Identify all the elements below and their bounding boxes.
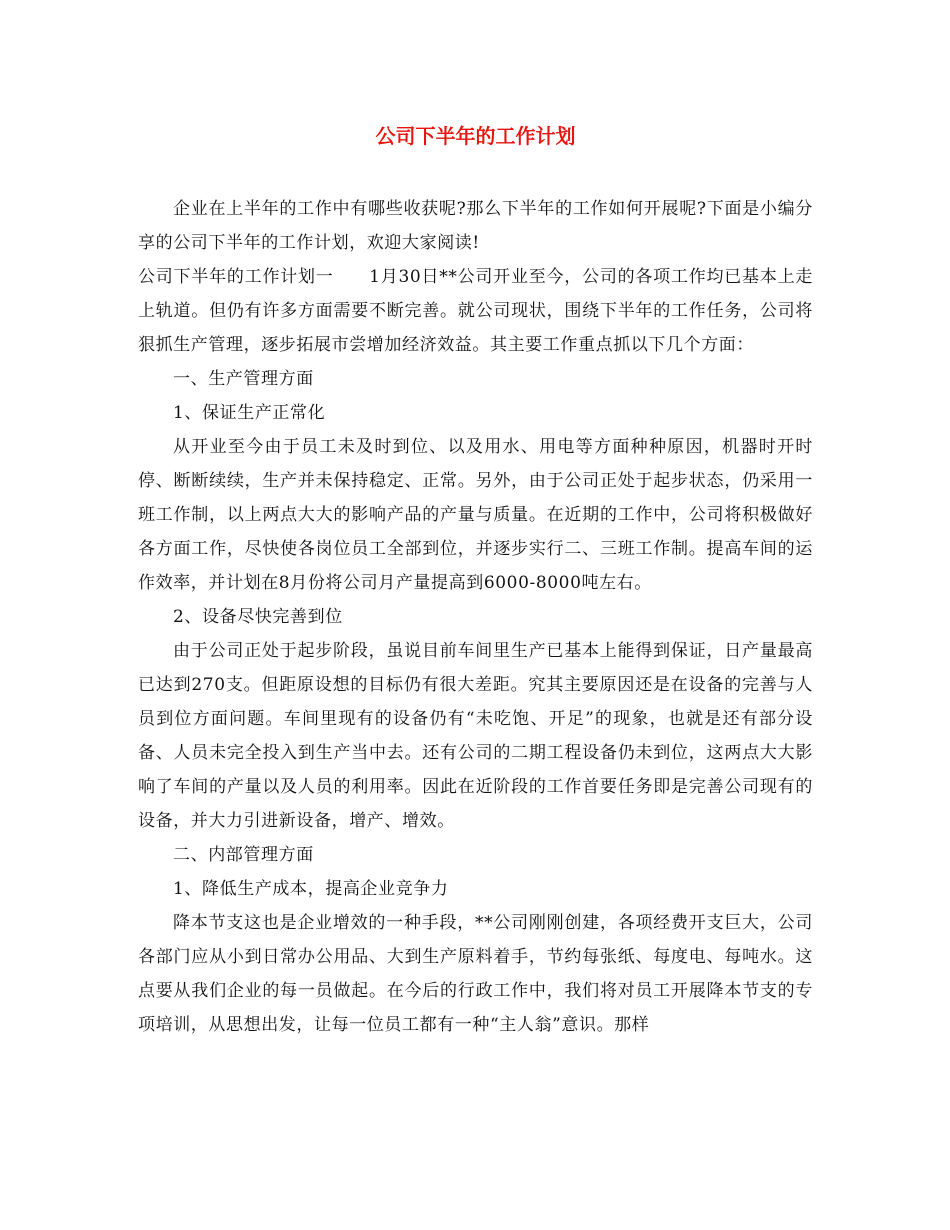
section-heading-internal: 二、内部管理方面 — [173, 845, 314, 865]
paragraph-reduce-cost: 降本节支这也是企业增效的一种手段，**公司刚刚创建，各项经费开支巨大，公司各部门应从小到日常办公用品、大到生产原料着手，节约每张纸、每度电、每吨水。这点要从我们企业的每一员做起。在今后的行政工作中，我们将对员工开展降本节支的专项培训，从思想出发，让每一位员工都有一种“主人翁”意识。那样 — [138, 913, 813, 1035]
subheading-normal-production: 1、保证生产正常化 — [173, 403, 326, 423]
paragraph-equipment: 由于公司正处于起步阶段，虽说目前车间里生产已基本上能得到保证，日产量最高已达到270支。但距原设想的目标仍有很大差距。究其主要原因还是在设备的完善与人员到位方面问题。车间里现有的设备仍有“未吃饱、开足”的现象，也就是还有部分设备、人员未完全投入到生产当中去。还有公司的二期工程设备仍未到位，这两点大大影响了车间的产量以及人员的利用率。因此在近阶段的工作首要任务即是完善公司现有的设备，并大力引进新设备，增产、增效。 — [138, 641, 813, 831]
paragraph-intro: 企业在上半年的工作中有哪些收获呢?那么下半年的工作如何开展呢?下面是小编分享的公司下半年的工作计划，欢迎大家阅读! — [138, 199, 813, 253]
section-heading-production: 一、生产管理方面 — [173, 369, 314, 389]
subheading-reduce-cost: 1、降低生产成本，提高企业竞争力 — [173, 879, 449, 899]
paragraph-plan-one: 公司下半年的工作计划一 1月30日**公司开业至今，公司的各项工作均已基本上走上轨道。但仍有许多方面需要不断完善。就公司现状，围绕下半年的工作任务，公司将狠抓生产管理，逐步拓展市尝增加经济效益。其主要工作重点抓以下几个方面： — [138, 267, 813, 355]
subheading-equipment: 2、设备尽快完善到位 — [173, 607, 343, 627]
document-title: 公司下半年的工作计划 — [375, 124, 576, 148]
document-body — [138, 192, 813, 1042]
paragraph-normal-production: 从开业至今由于员工未及时到位、以及用水、用电等方面种种原因，机器时开时停、断断续续，生产并未保持稳定、正常。另外，由于公司正处于起步状态，仍采用一班工作制，以上两点大大的影响产品的产量与质量。在近期的工作中，公司将积极做好各方面工作，尽快使各岗位员工全部到位，并逐步实行二、三班工作制。提高车间的运作效率，并计划在8月份将公司月产量提高到6000-8000吨左右。 — [138, 437, 813, 593]
